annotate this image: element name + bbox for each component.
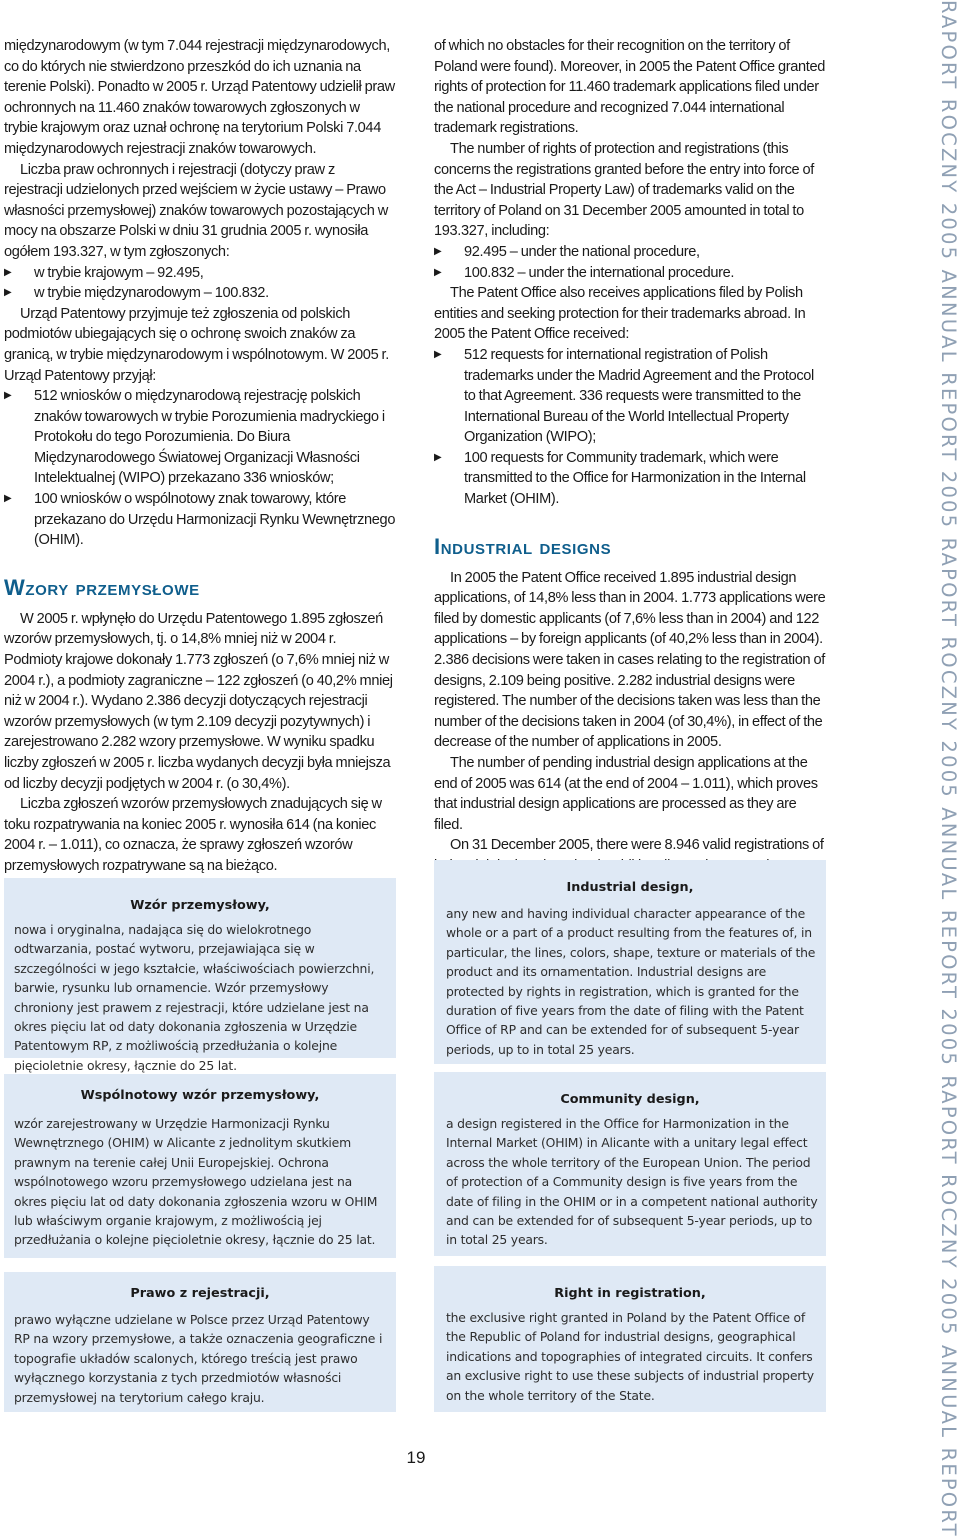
list-item: ▶ w trybie międzynarodowym – 100.832. [4,283,396,304]
list-item: ▶ 92.495 – under the national procedure, [434,242,826,263]
definition-text: a design registered in the Office for Harmonization in the Internal Market (OHIM) in Alicante with a unitary legal effect across the whole territory of the European Union. The period of protection of a Community design is five years from the date of filing in the OHIM or in a competent national authority and can be extended for of subsequent 5-year periods, up to in total 25 years. [446,1116,818,1248]
definition-text: the exclusive right granted in Poland by the Patent Office of the Republic of Poland for industrial designs, geographical indications and topographies of integrated circuits. It confers an exclusive right to use these subjects of industrial property on the whole territory of the State. [446,1310,814,1403]
sidebar-running-title [930,0,960,1538]
section-heading: Industrial designs [434,533,612,559]
definition-box [4,1074,396,1258]
triangle-right-icon: ▶ [434,266,442,278]
definition-title: Industrial design, [566,880,694,895]
triangle-right-icon: ▶ [4,390,12,402]
triangle-right-icon: ▶ [434,348,442,360]
definition-title: Right in registration, [554,1286,706,1301]
triangle-right-icon: ▶ [4,493,12,505]
paragraph: Liczba zgłoszeń wzorów przemysłowych znadujących się w toku rozpatrywania na koniec 2005 r. wynosiła 614 (na koniec 2004 r. – 1.011), co oznacza, że sprawy zgłoszeń wzorów przemysłowych rozpatrywane są na bieżąco. [4,796,382,874]
list-item: ▶ 512 requests for international registration of Polish trademarks under the Madrid Agreement and the Protocol to that Agreement. 336 requests were transmitted to the International Bureau of the World Intellectual Property Organization (WIPO); [434,346,814,446]
definition-box [434,860,826,1064]
definition-text: nowa i oryginalna, nadająca się do wielokrotnego odtwarzania, postać wytworu, przejawiająca się w szczególności w jego kształcie, właściwościach powierzchni, barwie, rysunku lub ornamencie. Wzór przemysłowy chroniony jest prawem z rejestracji, które udzielane jest na okres pięciu lat od daty dokonania zgłoszenia w Urzędzie Patentowym RP, z możliwością przedłużania o kolejne pięcioletnie okresy, łącznie do 25 lat. [14,922,375,1073]
triangle-right-icon: ▶ [434,451,442,463]
list-item: ▶ 100 requests for Community trademark, which were transmitted to the Office for Harmonization in the Internal Market (OHIM). [434,449,806,508]
definition-box [434,1266,826,1412]
paragraph: Urząd Patentowy przyjmuje też zgłoszenia od polskich podmiotów ubiegających się o ochronę swoich znaków za granicą, w trybie międzynarodowym i wspólnotowym. W 2005 r. Urząd Patentowy przyjął: [4,305,389,384]
definition-text: any new and having individual character appearance of the whole or a part of a product resulting from the features of, in particular, the lines, colors, shape, texture or materials of the product and its ornamentation. Industrial designs are protected by rights in registration, which is granted for the duration of five years from the date of filing with the Patent Office of RP and can be extended for of subsequent 5-year periods, up to in total 25 years. [446,906,816,1057]
triangle-right-icon: ▶ [434,245,442,257]
paragraph: of which no obstacles for their recognition on the territory of Poland were found). Moreover, in 2005 the Patent Office granted rights of protection for 11.460 trademark applications filed under the national procedure and recognized 7.044 international trademark registrations. [434,38,825,137]
definition-title: Wspólnotowy wzór przemysłowy, [80,1088,320,1103]
list-item: ▶ 100 wniosków o wspólnotowy znak towarowy, które przekazano do Urzędu Harmonizacji Rynku Wewnętrznego (OHIM). [4,491,396,549]
triangle-right-icon: ▶ [4,266,12,278]
page-number: 19 [406,1448,426,1467]
list-item: ▶ 100.832 – under the international procedure. [434,263,826,284]
definition-title: Prawo z rejestracji, [130,1286,270,1301]
paragraph: Liczba praw ochronnych i rejestracji (dotyczy praw z rejestracji udzielonych przed wejściem w życie ustawy – Prawo własności przemysłowej) znaków towarowych pozostających w mocy na obszarze Polski w dniu 31 grudnia 2005 r. wynosiła ogółem 193.327, w tym zgłoszonych: [4,161,388,260]
english-column [434,36,826,877]
definition-text: wzór zarejestrowany w Urzędzie Harmonizacji Rynku Wewnętrznego (OHIM) w Alicante z jednolitym skutkiem prawnym na terenie całej Unii Europejskiej. Ochrona wspólnotowego wzoru przemysłowego udzielana jest na okres pięciu lat od daty dokonania zgłoszenia wzoru w OHIM lub właściwym organie krajowym, z możliwością jej przedłużania o kolejne pięcioletnie okresy, łącznie do 25 lat. [14,1116,378,1248]
paragraph: On 31 December 2005, there were 8.946 valid registrations of [450,837,824,854]
paragraph: W 2005 r. wpłynęło do Urzędu Patentowego 1.895 zgłoszeń wzorów przemysłowych, tj. o 14,8% mniej niż w 2004 r. Podmioty krajowe dokonały 1.773 zgłoszeń (o 7,6% mniej niż w 2004 r.), a podmioty zagraniczne – 122 zgłoszeń (o 40,2% mniej niż w 2004 r.). Wydano 2.386 decyzji dotyczących rejestracji wzorów przemysłowych (w tym 2.109 decyzji pozytywnych) i zarejestrowano 2.282 wzory przemysłowe. W wyniku spadku liczby zgłoszeń w 2005 r. liczba wydanych decyzji była mniejsza od liczby decyzji podjętych w 2004 r. (o 30,4%). [4,610,393,792]
list-item: ▶ w trybie krajowym – 92.495, [4,263,396,284]
section-heading: Wzory przemysłowe [4,574,200,600]
paragraph: The number of pending industrial design applications at the end of 2005 was 614 (at the end of 2004 – 1.011), which proves that industrial design applications are processed as they are filed. [434,755,818,833]
paragraph: międzynarodowym (w tym 7.044 rejestracji międzynarodowych, co do których nie stwierdzono przeszkód do ich uznania na terenie Polski). Ponadto w 2005 r. Urząd Patentowy udzielił praw ochronnych na 11.460 znaków towarowych zgłoszonych w trybie krajowym oraz uznał ochronę na terytorium Polski 7.044 międzynarodowych rejestracji znaków towarowych. [4,38,395,157]
definition-box [4,878,396,1073]
paragraph: The Patent Office also receives applications filed by Polish entities and seeking protection for their trademarks abroad. In 2005 the Patent Office received: [434,285,806,343]
paragraph: The number of rights of protection and registrations (this concerns the registrations granted before the entry into force of the Act – Industrial Property Law) of trademarks valid on the territory of Poland on 31 December 2005 amounted in total to 193.327, including: [434,140,814,240]
definition-title: Wzór przemysłowy, [130,898,270,913]
definition-text: prawo wyłączne udzielane w Polsce przez Urząd Patentowy RP na wzory przemysłowe, a także oznaczenia geograficzne i topografie układów scalonych, którego treścią jest prawo wyłącznego korzystania z tych przedmiotów własności przemysłowej na terytorium całego kraju. [14,1312,383,1405]
paragraph: In 2005 the Patent Office received 1.895 industrial design applications, of 14,8% less than in 2004. 1.773 applications were filed by domestic applicants (of 7,6% less than in 2004) and 122 applications – by foreign applicants (of 40,2% less than in 2004). 2.386 decisions were taken in cases relating to the registration of designs, 2.109 being positive. 2.282 industrial designs were registered. The number of the decisions taken was less than the number of the decisions taken in 2004 (of 30,4%), in effect of the decrease of the number of applications in 2005. [434,569,826,751]
definition-box [434,1072,826,1256]
definition-title: Community design, [560,1092,700,1107]
definition-box [4,1272,396,1412]
polish-column [4,36,396,877]
triangle-right-icon: ▶ [4,287,12,299]
running-title-text: RAPORT ROCZNY 2005 ANNUAL REPORT 2005 RAPORT ROCZNY 2005 ANNUAL REPORT 2005 RAPORT ROCZNY 2005 ANNUAL REPORT [937,0,960,1538]
list-item: ▶ 512 wniosków o międzynarodową rejestrację polskich znaków towarowych w trybie Porozumienia madryckiego i Protokołu do tego Porozumienia. Do Biura Międzynarodowego Światowej Organizacji Własności Intelektualnej (WIPO) przekazano 336 wniosków; [4,388,385,487]
